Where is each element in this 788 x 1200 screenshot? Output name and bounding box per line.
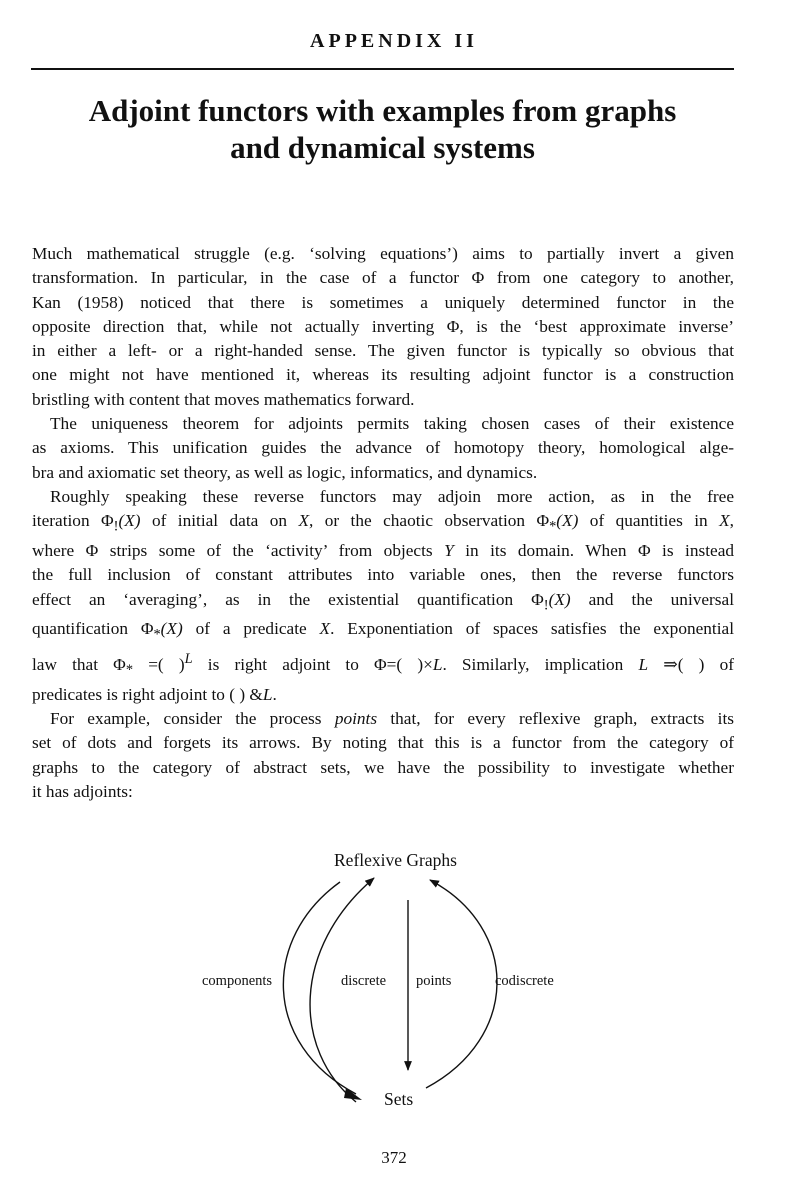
paragraph-1-line: in either a left- or a right-handed sense. The given functor is typically so obvious that: [32, 341, 734, 361]
chapter-title-line-1: Adjoint functors with examples from graphs: [88, 93, 677, 128]
appendix-heading: APPENDIX II: [310, 30, 478, 52]
paragraph-3-line: where Φ strips some of the ‘activity’ from objects Y in its domain. When Φ is instead: [32, 541, 734, 561]
paragraph-1-line: one might not have mentioned it, whereas its resulting adjoint functor is a construction: [32, 365, 734, 385]
heading-rule: [31, 68, 734, 70]
paragraph-1-line: opposite direction that, while not actually inverting Φ, is the ‘best approximate inverse’: [32, 316, 734, 336]
diagram-arrows: [0, 838, 788, 1128]
paragraph-3-line: the full inclusion of constant attributes into variable ones, then the reverse functors: [32, 565, 734, 585]
reflexive-graphs-label: Reflexive Graphs: [334, 850, 457, 870]
chapter-title: [31, 92, 734, 166]
paragraph-3-line: predicates is right adjoint to ( ) &L.: [32, 684, 277, 704]
components-label: components: [202, 973, 273, 989]
paragraph-1-line: Much mathematical struggle (e.g. ‘solving equations’) aims to partially invert a given: [32, 244, 734, 263]
paragraph-2-line: bra and axiomatic set theory, as well as logic, informatics, and dynamics.: [32, 462, 538, 482]
paragraph-2-line: as axioms. This unification guides the advance of homotopy theory, homological alge-: [32, 438, 734, 458]
paragraph-1-line: transformation. In particular, in the case of a functor Φ from one category to another,: [32, 268, 734, 288]
sets-label: Sets: [384, 1089, 414, 1109]
paragraph-3-line: quantification $\Phi_*(X)$ of a predicate X. Exponentiation of spaces satisfies the exponential: [32, 619, 734, 643]
paragraph-1-line: bristling with content that moves mathematics forward.: [32, 389, 415, 409]
paragraph-4-line: graphs to the category of abstract sets, we have the possibility to investigate whether: [32, 757, 734, 777]
adjoint-functors-diagram: [0, 838, 788, 1128]
paragraph-4-line: it has adjoints:: [32, 781, 133, 801]
paragraph-4-line: For example, consider the process points that, for every reflexive graph, extracts its: [50, 708, 734, 728]
body-text: [32, 242, 734, 804]
paragraph-3-line: Roughly speaking these reverse functors may adjoin more action, as in the free: [50, 486, 734, 506]
codiscrete-label: codiscrete: [495, 973, 554, 989]
page-number: 372: [381, 1148, 407, 1167]
paragraph-2-line: The uniqueness theorem for adjoints permits taking chosen cases of their existence: [50, 414, 734, 434]
paragraph-3-line: iteration $\Phi_!(X)$ of initial data on X, or the chaotic observation $\Phi_*(X)$ of quantities in X,: [32, 511, 734, 535]
discrete-label: discrete: [341, 973, 387, 989]
paragraph-1-line: Kan (1958) noticed that there is sometimes a uniquely determined functor in the: [32, 292, 734, 312]
chapter-title-line-2: and dynamical systems: [230, 130, 535, 165]
paragraph-3-line: law that $\Phi_*$ =( )$^L$ is right adjoint to Φ=( )×L. Similarly, implication L ⇒( ) of: [32, 651, 734, 679]
paragraph-4-line: set of dots and forgets its arrows. By noting that this is a functor from the category of: [32, 733, 734, 753]
points-label: points: [416, 973, 452, 989]
paragraph-3-line: effect an ‘averaging’, as in the existential quantification $\Phi_!(X)$ and the universal: [32, 589, 735, 614]
components-arrowhead: [344, 1088, 362, 1100]
